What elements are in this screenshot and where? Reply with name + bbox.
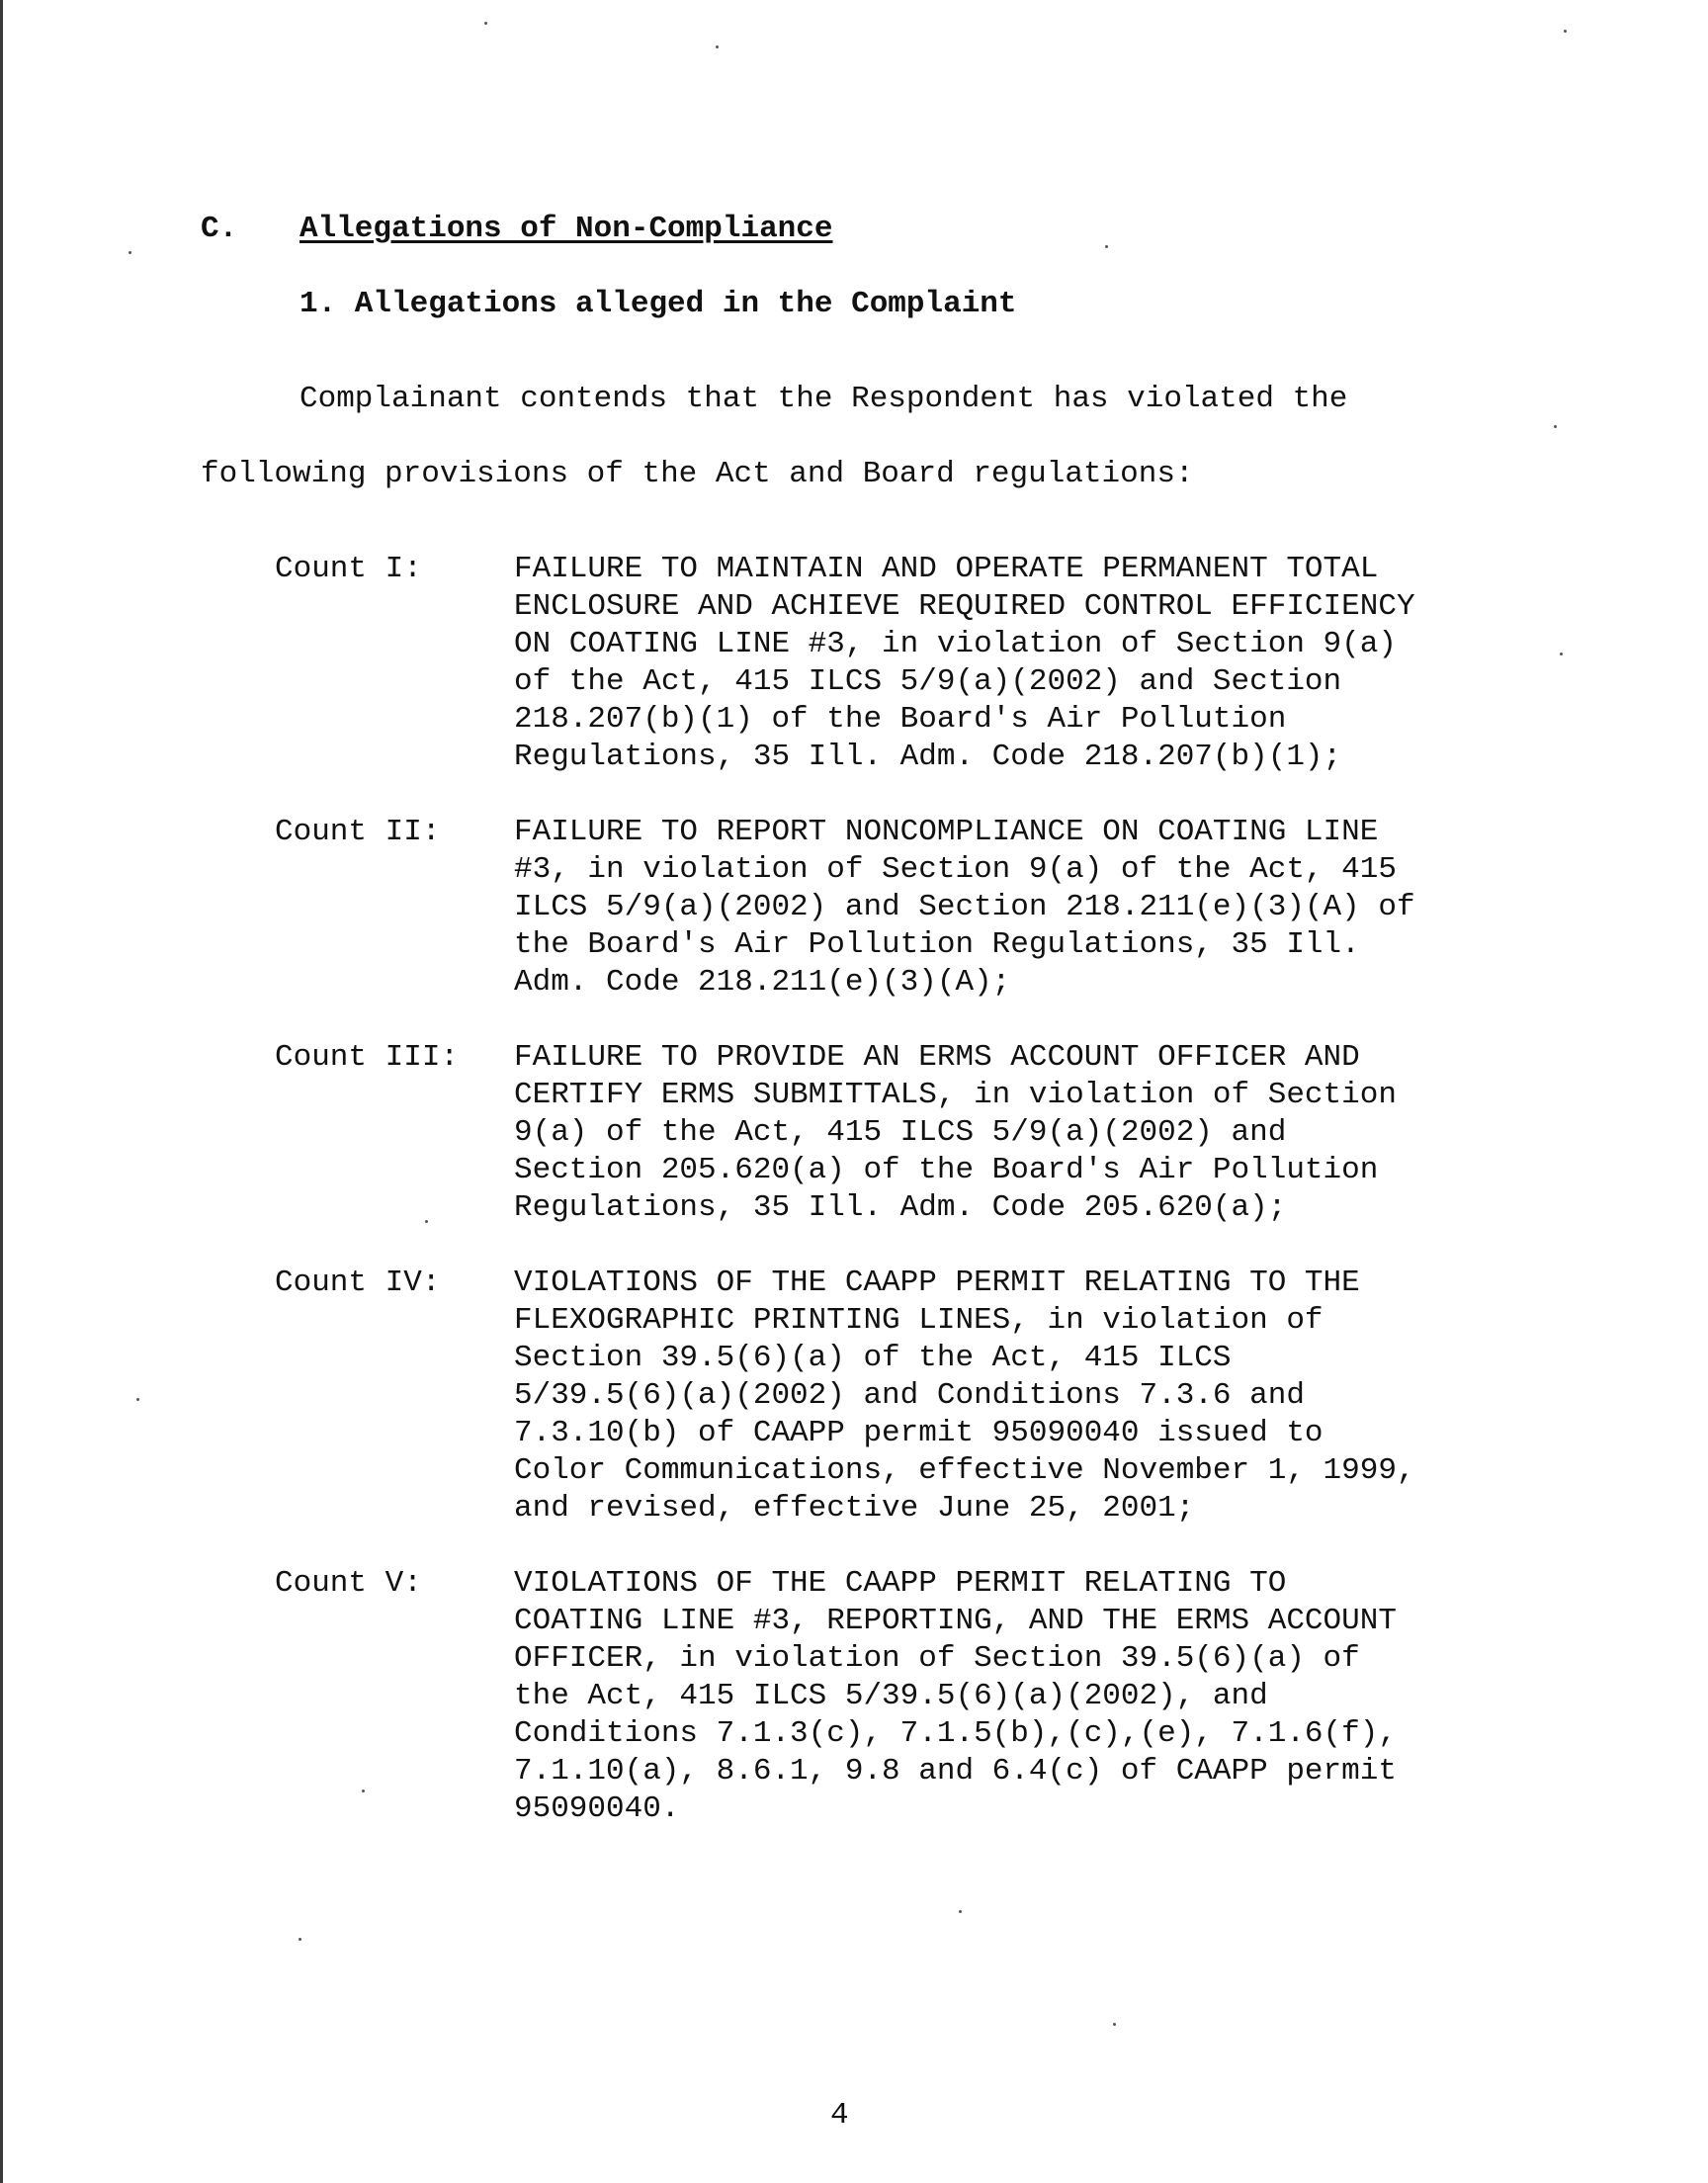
count-item bbox=[275, 1565, 1510, 1828]
count-label: Count II: bbox=[275, 815, 441, 849]
count-label: Count III: bbox=[275, 1040, 460, 1075]
counts-list bbox=[275, 551, 1510, 1866]
scan-speck bbox=[484, 22, 487, 25]
intro-line-1: Complainant contends that the Respondent has violated the bbox=[299, 382, 1348, 416]
scan-speck bbox=[128, 251, 131, 254]
scan-speck bbox=[299, 1938, 301, 1941]
intro-paragraph bbox=[201, 362, 1486, 512]
scan-speck bbox=[425, 1220, 428, 1223]
count-description: FAILURE TO MAINTAIN AND OPERATE PERMANENT TOTAL ENCLOSURE AND ACHIEVE REQUIRED CONTROL EFFICIENCY ON COATING LINE #3, in violation of Section 9(a) of the Act, 415 ILCS 5/9(a)(2002) and Section 218.207(b)(1) of the Board's Air Pollution Regulations, 35 Ill. Adm. Code 218.207(b)(1); bbox=[514, 552, 1415, 774]
count-item bbox=[275, 814, 1510, 1002]
scan-speck bbox=[1113, 2023, 1116, 2026]
scan-speck bbox=[1560, 653, 1563, 655]
subsection-heading: 1. Allegations alleged in the Complaint bbox=[299, 287, 1017, 321]
count-label: Count IV: bbox=[275, 1266, 441, 1300]
page-number: 4 bbox=[830, 2098, 849, 2133]
count-description: FAILURE TO PROVIDE AN ERMS ACCOUNT OFFICER AND CERTIFY ERMS SUBMITTALS, in violation of Section 9(a) of the Act, 415 ILCS 5/9(a)(2002) and Section 205.620(a) of the Board's Air Pollution Regulations, 35 Ill. Adm. Code 205.620(a); bbox=[514, 1040, 1397, 1225]
scan-speck bbox=[1105, 245, 1108, 248]
count-item bbox=[275, 1265, 1510, 1528]
scan-speck bbox=[1564, 30, 1567, 33]
scan-speck bbox=[1554, 425, 1557, 428]
intro-line-2: following provisions of the Act and Board regulations: bbox=[201, 457, 1194, 491]
count-label: Count V: bbox=[275, 1566, 422, 1601]
scan-speck bbox=[362, 1790, 365, 1792]
section-title: Allegations of Non-Compliance bbox=[299, 212, 833, 246]
scan-speck bbox=[136, 1398, 139, 1401]
count-label: Count I: bbox=[275, 552, 422, 586]
count-item bbox=[275, 551, 1510, 776]
count-description: VIOLATIONS OF THE CAAPP PERMIT RELATING TO THE FLEXOGRAPHIC PRINTING LINES, in violation of Section 39.5(6)(a) of the Act, 415 ILCS 5/39.5(6)(a)(2002) and Conditions 7.3.6 and 7.3.10(b) of CAAPP permit 95090040 issued to Color Communications, effective November 1, 1999, and revised, effective June 25, 2001; bbox=[514, 1266, 1415, 1526]
count-description: VIOLATIONS OF THE CAAPP PERMIT RELATING TO COATING LINE #3, REPORTING, AND THE ERMS ACCOUNT OFFICER, in violation of Section 39.5(6)(a) of the Act, 415 ILCS 5/39.5(6)(a)(2002), and Conditions 7.1.3(c), 7.1.5(b),(c),(e), 7.1.6(f), 7.1.10(a), 8.6.1, 9.8 and 6.4(c) of CAAPP permit 95090040. bbox=[514, 1566, 1397, 1826]
section-letter: C. bbox=[201, 212, 238, 246]
count-description: FAILURE TO REPORT NONCOMPLIANCE ON COATING LINE #3, in violation of Section 9(a) of the Act, 415 ILCS 5/9(a)(2002) and Section 218.211(e)(3)(A) of the Board's Air Pollution Regulations, 35 Ill. Adm. Code 218.211(e)(3)(A); bbox=[514, 815, 1415, 1000]
scan-page-edge bbox=[0, 0, 3, 2183]
count-item bbox=[275, 1039, 1510, 1227]
scan-speck bbox=[959, 1910, 962, 1913]
scan-speck bbox=[716, 45, 719, 48]
